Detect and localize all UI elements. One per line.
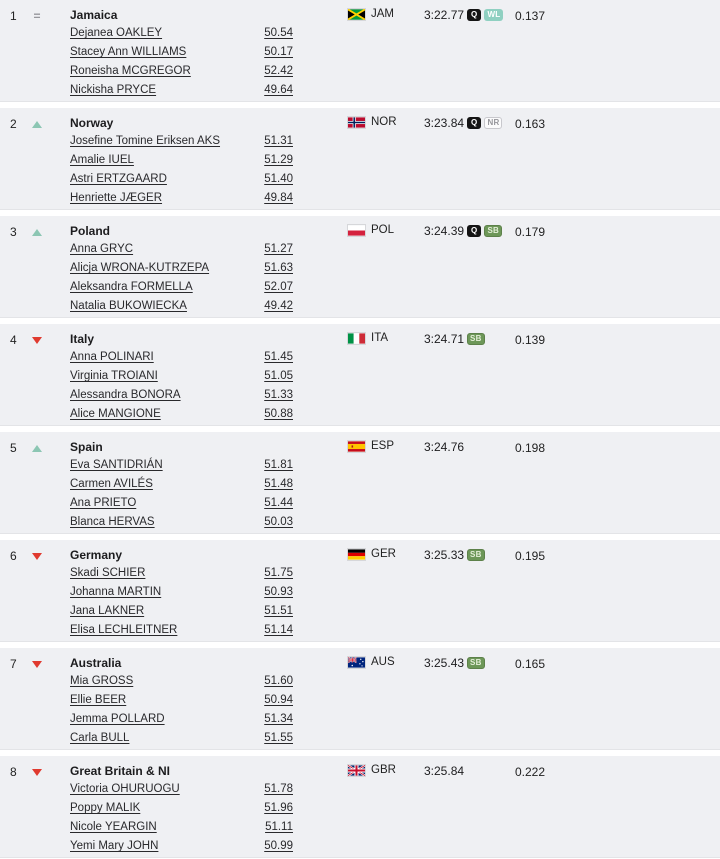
split-time-link[interactable]: 50.94 xyxy=(264,694,293,706)
athlete-list xyxy=(70,351,293,427)
split-time-link[interactable]: 50.93 xyxy=(264,586,293,598)
split-time-link[interactable]: 51.96 xyxy=(264,802,293,814)
result-row-pol xyxy=(0,216,720,318)
change-down-icon xyxy=(30,549,44,563)
athlete-row xyxy=(70,262,293,281)
flag-icon-jam xyxy=(348,9,365,20)
rank-number: 7 xyxy=(10,657,17,671)
athlete-list xyxy=(70,783,293,859)
result-row-ita xyxy=(0,324,720,426)
athlete-row xyxy=(70,281,293,300)
reaction-time: 0.139 xyxy=(515,333,546,347)
athlete-link[interactable]: Yemi Mary JOHN xyxy=(70,840,159,852)
split-time-link[interactable]: 51.34 xyxy=(264,713,293,725)
change-down-icon xyxy=(30,765,44,779)
team-name: Italy xyxy=(70,332,95,346)
athlete-link[interactable]: Ana PRIETO xyxy=(70,497,137,509)
athlete-link[interactable]: Astri ERTZGAARD xyxy=(70,173,167,185)
athlete-row xyxy=(70,694,293,713)
result-row-jam xyxy=(0,0,720,102)
split-time-link[interactable]: 51.81 xyxy=(264,459,293,471)
athlete-row xyxy=(70,478,293,497)
team-name: Norway xyxy=(70,116,114,130)
athlete-link[interactable]: Ellie BEER xyxy=(70,694,127,706)
rank-number: 3 xyxy=(10,225,17,239)
athlete-link[interactable]: Alessandra BONORA xyxy=(70,389,181,401)
athlete-row xyxy=(70,135,293,154)
athlete-link[interactable]: Blanca HERVAS xyxy=(70,516,155,528)
split-time-link[interactable]: 50.03 xyxy=(264,516,293,528)
finish-time: 3:23.84 xyxy=(424,116,465,130)
result-row-nor xyxy=(0,108,720,210)
athlete-row xyxy=(70,713,293,732)
flag-icon-ger xyxy=(348,549,365,560)
athlete-row xyxy=(70,605,293,624)
change-down-icon xyxy=(30,657,44,671)
team-name: Jamaica xyxy=(70,8,118,22)
athlete-link[interactable]: Jemma POLLARD xyxy=(70,713,165,725)
split-time-link[interactable]: 51.63 xyxy=(264,262,293,274)
flag-icon-gbr xyxy=(348,765,365,776)
split-time-link[interactable]: 50.88 xyxy=(264,408,293,420)
country-code: ESP xyxy=(371,440,395,452)
split-time-link[interactable]: 51.33 xyxy=(264,389,293,401)
athlete-row xyxy=(70,840,293,859)
athlete-list xyxy=(70,27,293,103)
result-row-esp xyxy=(0,432,720,534)
country-code: ITA xyxy=(371,332,389,344)
athlete-row xyxy=(70,408,293,427)
athlete-list xyxy=(70,675,293,751)
athlete-link[interactable]: Mia GROSS xyxy=(70,675,134,687)
athlete-list xyxy=(70,135,293,211)
reaction-time: 0.163 xyxy=(515,117,546,131)
split-time-link[interactable]: 51.48 xyxy=(264,478,293,490)
finish-time: 3:25.84 xyxy=(424,764,465,778)
split-time-link[interactable]: 51.60 xyxy=(264,675,293,687)
flag-icon-ita xyxy=(348,333,365,344)
athlete-link[interactable]: Poppy MALIK xyxy=(70,802,141,814)
change-up-icon xyxy=(30,441,44,455)
athlete-row xyxy=(70,732,293,751)
reaction-time: 0.165 xyxy=(515,657,546,671)
split-time-link[interactable]: 51.45 xyxy=(264,351,293,363)
athlete-link[interactable]: Amalie IUEL xyxy=(70,154,134,166)
split-time-link[interactable]: 50.54 xyxy=(264,27,293,39)
sb-record-badge: SB xyxy=(484,225,502,237)
split-time-link[interactable]: 49.84 xyxy=(264,192,293,204)
split-time-link[interactable]: 51.11 xyxy=(265,821,293,833)
team-name: Spain xyxy=(70,440,103,454)
split-time-link[interactable]: 51.27 xyxy=(264,243,293,255)
athlete-list xyxy=(70,567,293,643)
finish-time: 3:24.76 xyxy=(424,440,465,454)
rank-number: 8 xyxy=(10,765,17,779)
reaction-time: 0.179 xyxy=(515,225,546,239)
athlete-row xyxy=(70,567,293,586)
split-time-link[interactable]: 50.17 xyxy=(264,46,293,58)
team-name: Great Britain & NI xyxy=(70,764,171,778)
athlete-link[interactable]: Jana LAKNER xyxy=(70,605,145,617)
reaction-time: 0.198 xyxy=(515,441,546,455)
athlete-link[interactable]: Stacey Ann WILLIAMS xyxy=(70,46,187,58)
qualified-badge: Q xyxy=(467,225,481,237)
athlete-link[interactable]: Eva SANTIDRIÁN xyxy=(70,459,163,471)
split-time-link[interactable]: 51.78 xyxy=(264,783,293,795)
sb-record-badge: SB xyxy=(467,333,485,345)
athlete-row xyxy=(70,300,293,319)
result-row-ger xyxy=(0,540,720,642)
result-row-gbr xyxy=(0,756,720,858)
split-time-link[interactable]: 51.44 xyxy=(264,497,293,509)
athlete-row xyxy=(70,173,293,192)
qualified-badge: Q xyxy=(467,9,481,21)
split-time-link[interactable]: 52.42 xyxy=(264,65,293,77)
finish-time: 3:24.71 xyxy=(424,332,465,346)
athlete-link[interactable]: Anna POLINARI xyxy=(70,351,154,363)
team-name: Poland xyxy=(70,224,111,238)
rank-number: 1 xyxy=(10,9,17,23)
split-time-link[interactable]: 51.29 xyxy=(264,154,293,166)
sb-record-badge: SB xyxy=(467,657,485,669)
athlete-row xyxy=(70,783,293,802)
athlete-row xyxy=(70,497,293,516)
athlete-link[interactable]: Carla BULL xyxy=(70,732,130,744)
athlete-row xyxy=(70,84,293,103)
athlete-link[interactable]: Anna GRYC xyxy=(70,243,134,255)
sb-record-badge: SB xyxy=(467,549,485,561)
athlete-row xyxy=(70,821,293,840)
athlete-link[interactable]: Natalia BUKOWIECKA xyxy=(70,300,187,312)
split-time-link[interactable]: 51.55 xyxy=(264,732,293,744)
athlete-row xyxy=(70,516,293,535)
split-time-link[interactable]: 50.99 xyxy=(264,840,293,852)
split-time-link[interactable]: 51.31 xyxy=(264,135,293,147)
split-time-link[interactable]: 52.07 xyxy=(264,281,293,293)
split-time-link[interactable]: 51.14 xyxy=(264,624,293,636)
athlete-link[interactable]: Johanna MARTIN xyxy=(70,586,162,598)
athlete-row xyxy=(70,459,293,478)
split-time-link[interactable]: 51.05 xyxy=(264,370,293,382)
rank-number: 6 xyxy=(10,549,17,563)
change-up-icon xyxy=(30,117,44,131)
athlete-row xyxy=(70,65,293,84)
split-time-link[interactable]: 51.40 xyxy=(264,173,293,185)
team-name: Germany xyxy=(70,548,123,562)
reaction-time: 0.195 xyxy=(515,549,546,563)
athlete-row xyxy=(70,389,293,408)
athlete-link[interactable]: Carmen AVILÉS xyxy=(70,478,153,490)
finish-time: 3:25.43 xyxy=(424,656,465,670)
change-up-icon xyxy=(30,225,44,239)
athlete-row xyxy=(70,675,293,694)
athlete-link[interactable]: Aleksandra FORMELLA xyxy=(70,281,193,293)
rank-number: 2 xyxy=(10,117,17,131)
athlete-list xyxy=(70,459,293,535)
country-code: GER xyxy=(371,548,396,560)
athlete-link[interactable]: Henriette JÆGER xyxy=(70,192,163,204)
finish-time: 3:24.39 xyxy=(424,224,465,238)
athlete-row xyxy=(70,27,293,46)
change-equal-icon: = xyxy=(33,9,41,23)
result-row-aus xyxy=(0,648,720,750)
athlete-link[interactable]: Nicole YEARGIN xyxy=(70,821,157,833)
wl-record-badge: WL xyxy=(484,9,503,21)
athlete-link[interactable]: Josefine Tomine Eriksen AKS xyxy=(70,135,221,147)
athlete-row xyxy=(70,46,293,65)
athlete-link[interactable]: Alice MANGIONE xyxy=(70,408,161,420)
athlete-row xyxy=(70,370,293,389)
athlete-link[interactable]: Virginia TROIANI xyxy=(70,370,158,382)
country-code: NOR xyxy=(371,116,397,128)
nr-record-badge: NR xyxy=(484,117,502,129)
split-time-link[interactable]: 51.75 xyxy=(264,567,293,579)
athlete-link[interactable]: Roneisha MCGREGOR xyxy=(70,65,191,77)
athlete-link[interactable]: Elisa LECHLEITNER xyxy=(70,624,178,636)
flag-icon-pol xyxy=(348,225,365,236)
athlete-link[interactable]: Skadi SCHIER xyxy=(70,567,146,579)
athlete-row xyxy=(70,802,293,821)
flag-icon-aus xyxy=(348,657,365,668)
country-code: AUS xyxy=(371,656,395,668)
rank-number: 5 xyxy=(10,441,17,455)
athlete-row xyxy=(70,243,293,262)
athlete-row xyxy=(70,586,293,605)
country-code: POL xyxy=(371,224,395,236)
qualified-badge: Q xyxy=(467,117,481,129)
team-name: Australia xyxy=(70,656,122,670)
athlete-row xyxy=(70,624,293,643)
split-time-link[interactable]: 49.64 xyxy=(264,84,293,96)
reaction-time: 0.137 xyxy=(515,9,546,23)
reaction-time: 0.222 xyxy=(515,765,546,779)
finish-time: 3:22.77 xyxy=(424,8,465,22)
split-time-link[interactable]: 51.51 xyxy=(264,605,293,617)
athlete-link[interactable]: Dejanea OAKLEY xyxy=(70,27,163,39)
change-down-icon xyxy=(30,333,44,347)
athlete-link[interactable]: Nickisha PRYCE xyxy=(70,84,157,96)
athlete-row xyxy=(70,192,293,211)
athlete-link[interactable]: Alicja WRONA-KUTRZEPA xyxy=(70,262,210,274)
country-code: JAM xyxy=(371,8,394,20)
athlete-link[interactable]: Victoria OHURUOGU xyxy=(70,783,180,795)
athlete-row xyxy=(70,351,293,370)
athlete-row xyxy=(70,154,293,173)
rank-number: 4 xyxy=(10,333,17,347)
flag-icon-nor xyxy=(348,117,365,128)
country-code: GBR xyxy=(371,764,396,776)
athlete-list xyxy=(70,243,293,319)
finish-time: 3:25.33 xyxy=(424,548,465,562)
flag-icon-esp xyxy=(348,441,365,452)
split-time-link[interactable]: 49.42 xyxy=(264,300,293,312)
